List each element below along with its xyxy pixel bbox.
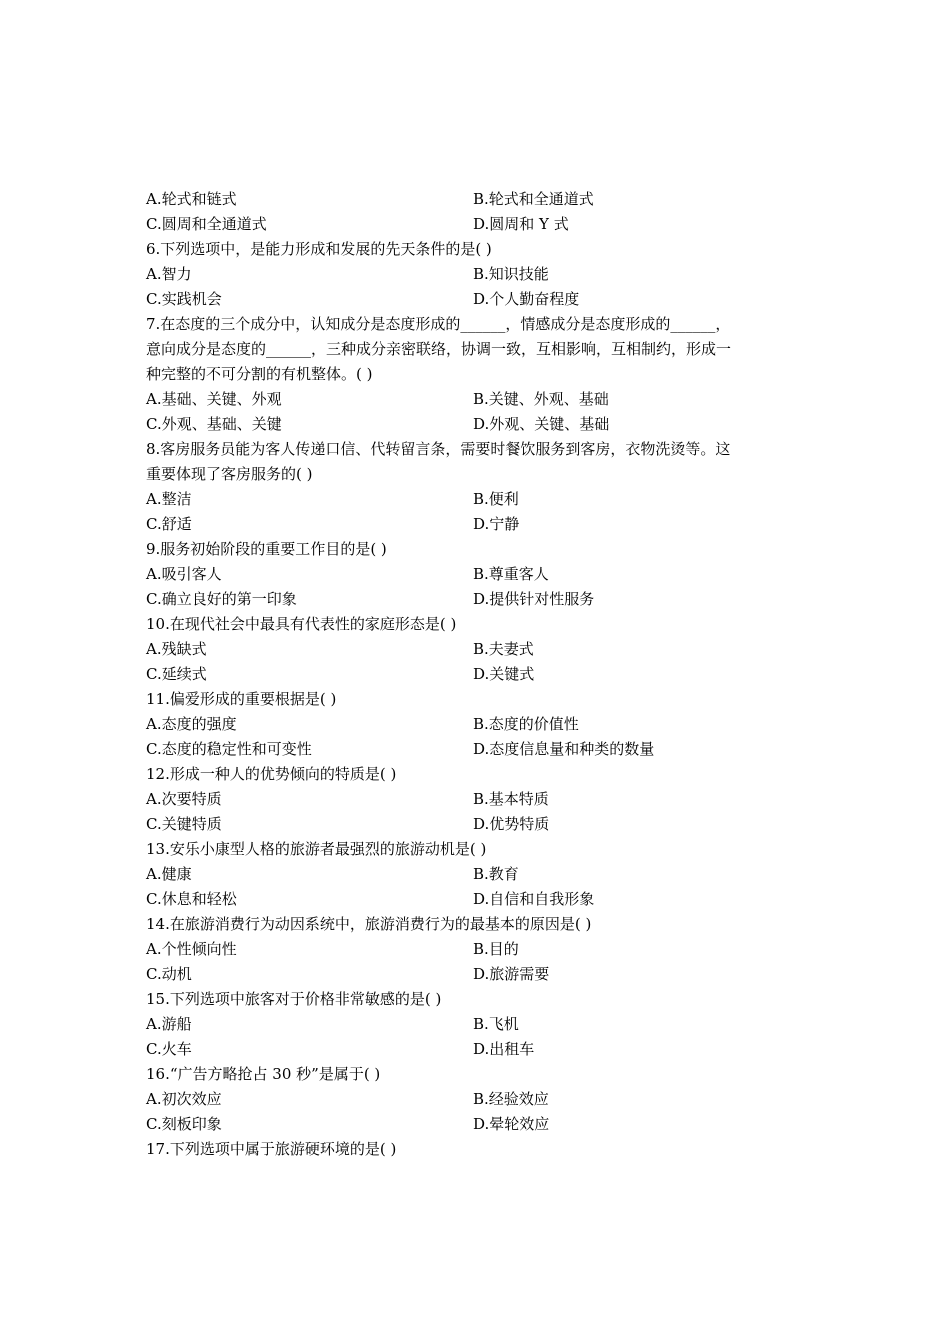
option-left: C.休息和轻松 [146,890,237,908]
option-right: B.态度的价值性 [473,715,579,733]
option-row [146,212,816,237]
question-text-line: 14.在旅游消费行为动因系统中，旅游消费行为的最基本的原因是( ) [146,915,592,933]
option-left: C.火车 [146,1040,192,1058]
option-right: B.基本特质 [473,790,549,808]
question-text-line: 重要体现了客房服务的( ) [146,465,313,483]
option-row [146,487,816,512]
option-left: A.轮式和链式 [146,190,237,208]
option-left: A.吸引客人 [146,565,222,583]
question-text-line: 种完整的不可分割的有机整体。( ) [146,365,373,383]
option-row [146,587,816,612]
option-left: A.个性倾向性 [146,940,237,958]
document-page [146,187,816,1162]
option-left: A.基础、关键、外观 [146,390,282,408]
question-text-line: 意向成分是态度的______，三种成分亲密联络，协调一致，互相影响，互相制约，形成一 [146,340,732,358]
option-left: C.关键特质 [146,815,222,833]
option-right: D.提供针对性服务 [473,590,595,608]
option-right: D.自信和自我形象 [473,890,595,908]
question-text-line: 12.形成一种人的优势倾向的特质是( ) [146,765,397,783]
option-right: B.经验效应 [473,1090,549,1108]
option-row [146,287,816,312]
option-left: C.外观、基础、关键 [146,415,282,433]
question-text-line: 7.在态度的三个成分中，认知成分是态度形成的______，情感成分是态度形成的______， [146,315,731,333]
option-row [146,1037,816,1062]
option-right: B.教育 [473,865,519,883]
option-left: C.确立良好的第一印象 [146,590,297,608]
option-right: D.出租车 [473,1040,535,1058]
option-right: D.宁静 [473,515,520,533]
option-left: A.初次效应 [146,1090,222,1108]
option-left: C.态度的稳定性和可变性 [146,740,312,758]
option-row [146,712,816,737]
option-left: A.游船 [146,1015,192,1033]
option-row [146,787,816,812]
option-right: D.个人勤奋程度 [473,290,580,308]
option-row [146,937,816,962]
question-text-line: 8.客房服务员能为客人传递口信、代转留言条，需要时餐饮服务到客房，衣物洗烫等。这 [146,440,731,458]
option-row [146,662,816,687]
option-right: D.优势特质 [473,815,550,833]
option-left: C.动机 [146,965,192,983]
option-right: B.关键、外观、基础 [473,390,609,408]
option-right: B.知识技能 [473,265,549,283]
option-left: C.舒适 [146,515,192,533]
option-left: A.智力 [146,265,192,283]
option-row [146,1087,816,1112]
question-text-line: 10.在现代社会中最具有代表性的家庭形态是( ) [146,615,457,633]
option-left: A.态度的强度 [146,715,237,733]
option-left: A.健康 [146,865,192,883]
option-right: D.晕轮效应 [473,1115,550,1133]
question-text-line: 6.下列选项中，是能力形成和发展的先天条件的是( ) [146,240,492,258]
option-right: B.轮式和全通道式 [473,190,594,208]
option-left: A.次要特质 [146,790,222,808]
option-row [146,812,816,837]
option-row [146,387,816,412]
option-left: C.圆周和全通道式 [146,215,267,233]
option-right: B.目的 [473,940,519,958]
option-right: D.关键式 [473,665,535,683]
option-row [146,637,816,662]
option-row [146,962,816,987]
option-right: B.便利 [473,490,519,508]
option-left: C.延续式 [146,665,207,683]
option-row [146,862,816,887]
option-right: B.飞机 [473,1015,519,1033]
option-row [146,187,816,212]
option-row [146,887,816,912]
option-right: B.夫妻式 [473,640,534,658]
option-right: B.尊重客人 [473,565,549,583]
option-row [146,1012,816,1037]
option-row [146,562,816,587]
option-left: A.整洁 [146,490,192,508]
option-left: A.残缺式 [146,640,207,658]
question-text-line: 15.下列选项中旅客对于价格非常敏感的是( ) [146,990,442,1008]
option-right: D.旅游需要 [473,965,550,983]
option-left: C.实践机会 [146,290,222,308]
option-row [146,412,816,437]
option-right: D.态度信息量和种类的数量 [473,740,655,758]
option-right: D.圆周和 Y 式 [473,215,569,233]
option-left: C.刻板印象 [146,1115,222,1133]
option-right: D.外观、关键、基础 [473,415,610,433]
option-row [146,737,816,762]
question-text-line: 17.下列选项中属于旅游硬环境的是( ) [146,1140,397,1158]
option-row [146,512,816,537]
question-text-line: 9.服务初始阶段的重要工作目的是( ) [146,540,387,558]
option-row [146,262,816,287]
question-text-line: 11.偏爱形成的重要根据是( ) [146,690,337,708]
option-row [146,1112,816,1137]
question-text-line: 13.安乐小康型人格的旅游者最强烈的旅游动机是( ) [146,840,487,858]
question-text-line: 16.“广告方略抢占 30 秒”是属于( ) [146,1065,381,1083]
